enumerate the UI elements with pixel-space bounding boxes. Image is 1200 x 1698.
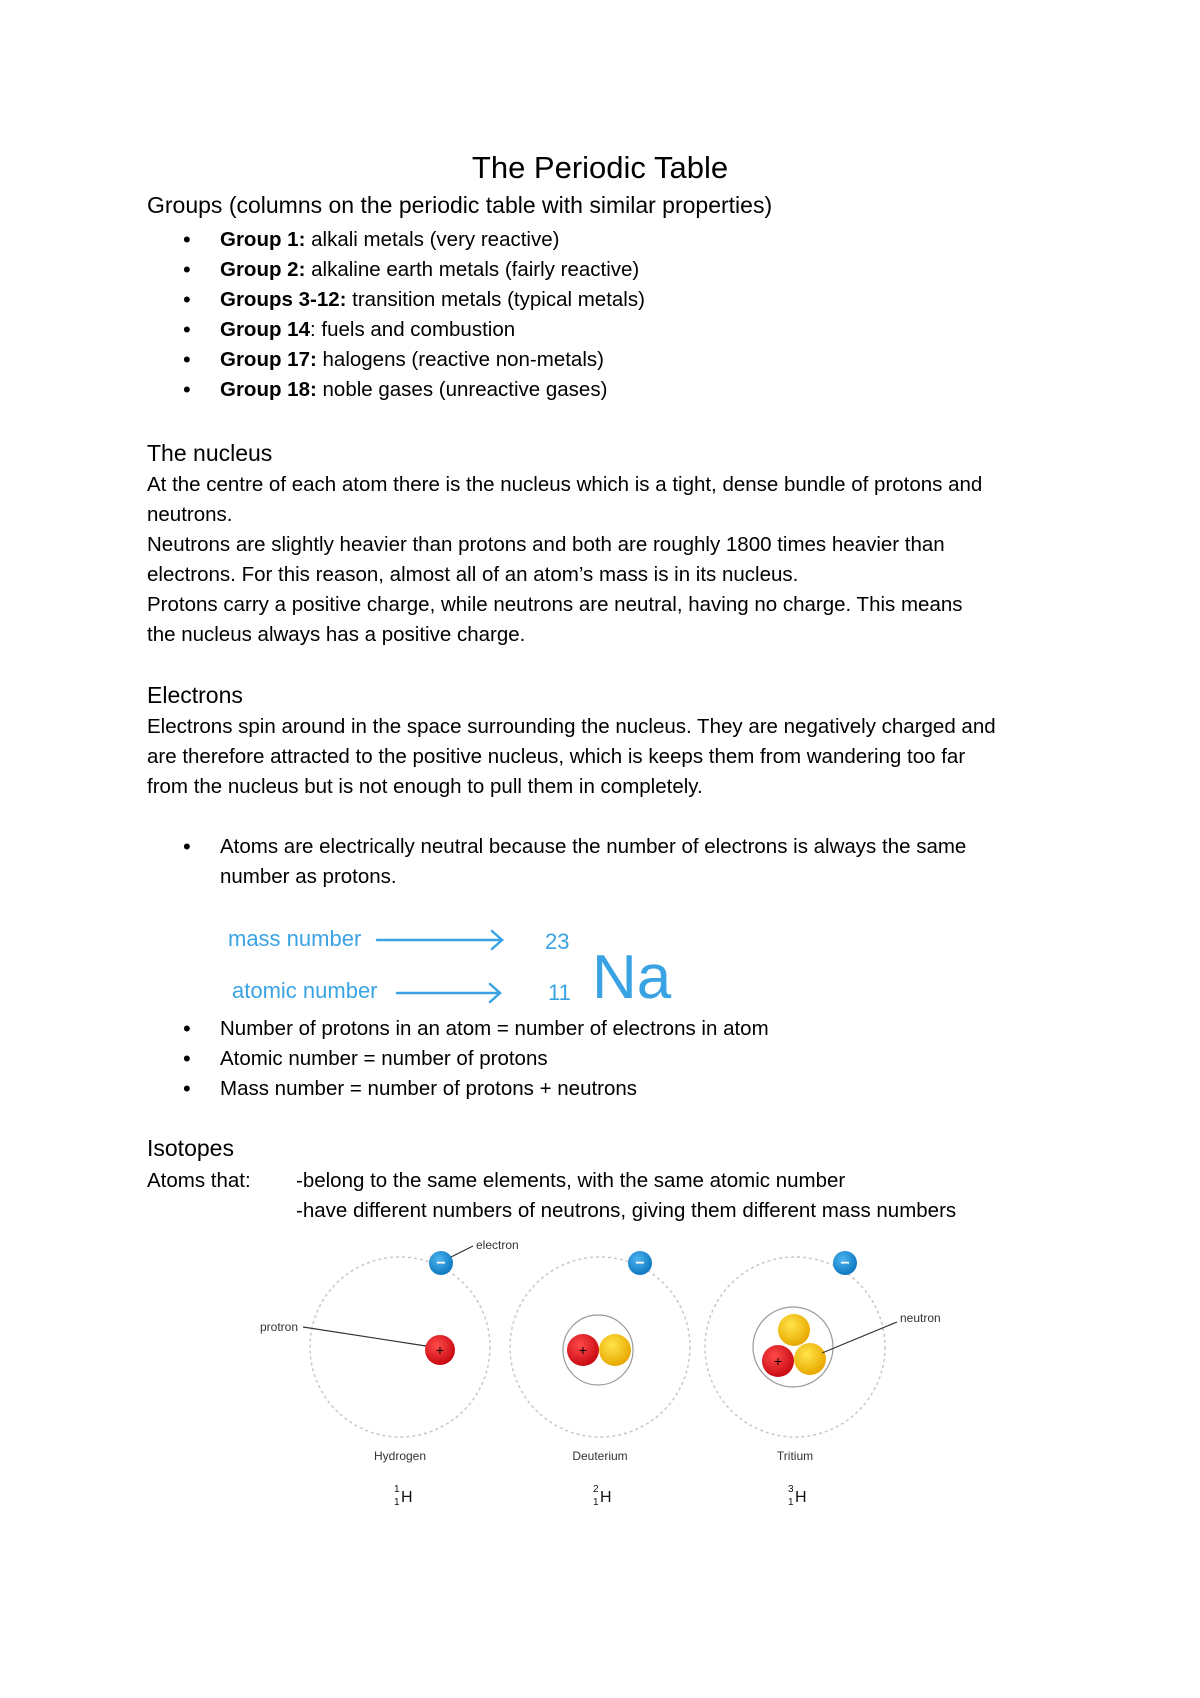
proton-sign: + xyxy=(773,1353,783,1369)
mass-number: 2 xyxy=(593,1484,599,1495)
electron-label: electron xyxy=(476,1238,519,1252)
atom-name: Tritium xyxy=(776,1449,814,1463)
mass-number: 1 xyxy=(394,1484,400,1495)
neutral-atom-list xyxy=(147,832,1077,892)
isotopes-label: Atoms that: xyxy=(147,1169,251,1192)
proton-sign: + xyxy=(435,1342,445,1358)
electrons-paragraph: Electrons spin around in the space surrounding the nucleus. They are negatively charged and are therefore attracted to the positive nucleus, which is keeps them from wandering too far from the nucleus but is not enough to pull them in completely. xyxy=(147,715,996,798)
electron-sign: − xyxy=(436,1255,446,1272)
deuterium-atom xyxy=(510,1251,690,1437)
element-symbol: Na xyxy=(592,943,672,1012)
electron-sign: − xyxy=(635,1255,645,1272)
list-item: • Groups 3-12: transition metals (typical metals) xyxy=(147,285,1077,315)
neutron-icon xyxy=(794,1343,826,1375)
isotopes-line: -have different numbers of neutrons, giving them different mass numbers xyxy=(296,1199,957,1222)
protron-label: protron xyxy=(260,1320,299,1334)
page-title: The Periodic Table xyxy=(471,150,729,185)
atomic-number-label: atomic number xyxy=(232,978,378,1003)
list-item: • Mass number = number of protons + neutrons xyxy=(147,1074,1077,1104)
isotopes-heading: Isotopes xyxy=(147,1135,234,1161)
sodium-notation-diagram xyxy=(220,918,680,1018)
hydrogen-atom xyxy=(260,1238,519,1437)
list-item: • Group 1: alkali metals (very reactive) xyxy=(147,225,1077,255)
list-item: • Group 14: fuels and combustion xyxy=(147,315,1077,345)
electron-orbit xyxy=(310,1257,490,1437)
atom-name: Hydrogen xyxy=(373,1449,427,1463)
element-symbol: H xyxy=(795,1489,807,1506)
electron-pointer xyxy=(451,1246,473,1257)
tritium-atom xyxy=(705,1251,941,1437)
isotopes-line: -belong to the same elements, with the same atomic number xyxy=(296,1169,846,1192)
atomic-number: 1 xyxy=(593,1497,599,1508)
list-item: • Atoms are electrically neutral because the number of electrons is always the same number as protons. xyxy=(147,832,1077,892)
neutron-icon xyxy=(599,1334,631,1366)
atomic-number: 1 xyxy=(394,1497,400,1508)
mass-number-value: 23 xyxy=(545,929,570,954)
neutron-icon xyxy=(778,1314,810,1346)
nucleus-heading: The nucleus xyxy=(147,440,273,466)
proton-sign: + xyxy=(578,1342,588,1358)
protron-pointer xyxy=(303,1327,426,1346)
isotope-notations xyxy=(394,1484,807,1508)
list-item: • Group 18: noble gases (unreactive gases) xyxy=(147,375,1077,405)
mass-number: 3 xyxy=(788,1484,794,1495)
groups-heading: Groups (columns on the periodic table with similar properties) xyxy=(147,192,773,218)
list-item: • Group 17: halogens (reactive non-metals) xyxy=(147,345,1077,375)
groups-list xyxy=(147,225,1077,405)
nucleus-paragraph: At the centre of each atom there is the nucleus which is a tight, dense bundle of protons and neutrons. Neutrons are slightly heavier than protons and both are roughly 1800 times heavier than electrons. For this reason, almost all of an atom’s mass is in its nucleus. Protons carry a positive charge, while neutrons are neutral, having no charge. This means the nucleus always has a positive charge. xyxy=(147,473,983,646)
atom-name: Deuterium xyxy=(572,1449,628,1463)
atomic-number: 1 xyxy=(788,1497,794,1508)
element-symbol: H xyxy=(401,1489,413,1506)
list-item: • Number of protons in an atom = number of electrons in atom xyxy=(147,1014,1077,1044)
neutron-label: neutron xyxy=(900,1311,941,1325)
atomic-number-value: 11 xyxy=(548,980,571,1005)
mass-number-label: mass number xyxy=(228,926,362,951)
list-item: • Atomic number = number of protons xyxy=(147,1044,1077,1074)
element-symbol: H xyxy=(600,1489,612,1506)
electrons-heading: Electrons xyxy=(147,682,243,708)
list-item: • Group 2: alkaline earth metals (fairly reactive) xyxy=(147,255,1077,285)
neutron-pointer xyxy=(822,1322,897,1353)
number-rules-list xyxy=(147,1014,1077,1104)
electron-sign: − xyxy=(840,1255,850,1272)
hydrogen-isotopes-diagram xyxy=(250,1235,970,1535)
